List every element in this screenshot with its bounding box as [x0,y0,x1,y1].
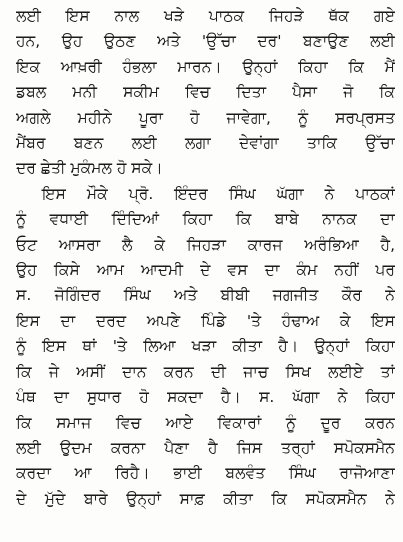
text-line: ਹਨ, ਉਹ ਉਠਣ ਅਤੇ 'ਉੱਚਾ ਦਰ' ਬਣਾਉਣ ਲਈ [16,32,395,51]
text-line: ਡਬਲ ਮਨੀ ਸਕੀਮ ਵਿਚ ਦਿਤਾ ਪੈਸਾ ਜੋ ਕਿ [16,83,395,102]
text-line: ਪੰਥ ਦਾ ਸੁਧਾਰ ਹੋ ਸਕਦਾ ਹੈ। ਸ. ਘੱਗਾ ਨੇ ਕਿਹਾ [16,388,395,407]
text-line: ਕਿ ਸਮਾਜ ਵਿਚ ਆਏ ਵਿਕਾਰਾਂ ਨੂੰ ਦੂਰ ਕਰਨ [16,413,395,432]
text-line: ਨੂੰ ਵਧਾਈ ਦਿੰਦਿਆਂ ਕਿਹਾ ਕਿ ਬਾਬੇ ਨਾਨਕ ਦਾ [16,210,395,229]
text-line: ਅਗਲੇ ਮਹੀਨੇ ਪੂਰਾ ਹੋ ਜਾਵੇਗਾ, ਨੂੰ ਸਰਪ੍ਰਸਤ [16,108,395,127]
text-line: ਇਕ ਆਖ਼ਰੀ ਹੰਭਲਾ ਮਾਰਨ। ਉਨ੍ਹਾਂ ਕਿਹਾ ਕਿ ਮੈਂ [16,57,395,76]
text-line: ਇਸ ਦਾ ਦਰਦ ਅਪਣੇ ਪਿੰਡੇ 'ਤੇ ਹੰਢਾਅ ਕੇ ਇਸ [16,311,395,330]
text-line: ਸ. ਜੋਗਿੰਦਰ ਸਿੰਘ ਅਤੇ ਬੀਬੀ ਜਗਜੀਤ ਕੌਰ ਨੇ [16,286,395,305]
text-line: ਓਟ ਆਸਰਾ ਲੈ ਕੇ ਜਿਹੜਾ ਕਾਰਜ ਅਰੰਭਿਆ ਹੈ, [16,235,395,254]
text-line: ਕਰਦਾ ਆ ਰਿਹੈ। ਭਾਈ ਬਲਵੰਤ ਸਿੰਘ ਰਾਜੋਆਣਾ [16,464,395,483]
text-line: ਲਈ ਇਸ ਨਾਲ ਖੜੇ ਪਾਠਕ ਜਿਹੜੇ ਥੱਕ ਗਏ [16,7,395,25]
article-paragraph-2 [16,182,395,512]
text-line: ਨੂੰ ਇਸ ਥਾਂ 'ਤੇ ਲਿਆ ਖੜਾ ਕੀਤਾ ਹੈ। ਉਨ੍ਹਾਂ ਕਿਹਾ [16,337,395,356]
text-line: ਲਈ ਉਦਮ ਕਰਨਾ ਪੈਣਾ ਹੈ ਜਿਸ ਤਰ੍ਹਾਂ ਸਪੋਕਸਮੈਨ [16,438,395,457]
text-line: ਕਿ ਜੇ ਅਸੀਂ ਦਾਨ ਕਰਨ ਦੀ ਜਾਚ ਸਿਖ ਲਈਏ ਤਾਂ [16,362,395,381]
text-line: ਦਰ ਛੇਤੀ ਮੁਕੰਮਲ ਹੋ ਸਕੇ। [16,159,163,178]
text-line: ਇਸ ਮੌਕੇ ਪ੍ਰੋ. ਇੰਦਰ ਸਿੰਘ ਘੱਗਾ ਨੇ ਪਾਠਕਾਂ [42,184,395,203]
text-line: ਦੇ ਮੁੱਦੇ ਬਾਰੇ ਉਨ੍ਹਾਂ ਸਾਫ਼ ਕੀਤਾ ਕਿ ਸਪੋਕਸਮੈਨ ਨੇ [16,489,395,508]
text-line: ਉਹ ਕਿਸੇ ਆਮ ਆਦਮੀ ਦੇ ਵਸ ਦਾ ਕੰਮ ਨਹੀਂ ਪਰ [16,261,395,280]
text-line: ਮੈਂਬਰ ਬਣਨ ਲਈ ਲਗਾ ਦੇਵਾਂਗਾ ਤਾਕਿ ਉੱਚਾ [16,134,395,153]
article-paragraph-1 [16,4,395,182]
